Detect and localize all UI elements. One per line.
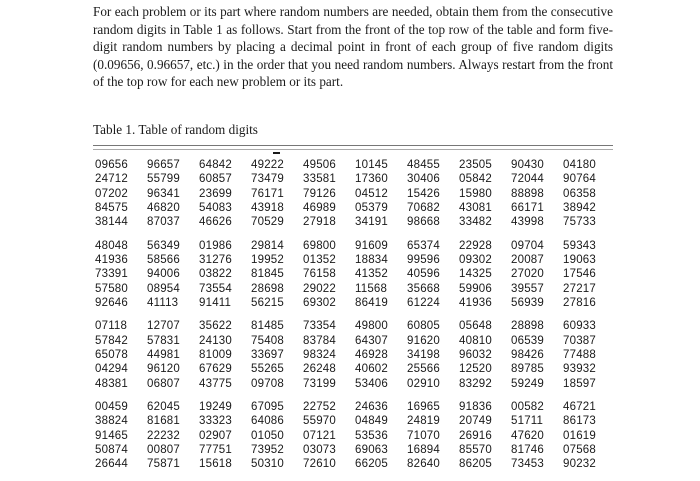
table-row	[95, 201, 615, 215]
digit-group: 41352	[355, 268, 388, 281]
digit-group: 30406	[407, 173, 440, 186]
digit-group: 56349	[147, 239, 180, 252]
digit-group: 15980	[459, 187, 492, 200]
digit-group: 12707	[147, 320, 180, 333]
digit-group: 41936	[459, 296, 492, 309]
digit-group: 01050	[251, 429, 284, 442]
digit-group: 69302	[303, 296, 336, 309]
digit-group: 01986	[199, 239, 232, 252]
digit-group: 60933	[563, 320, 596, 333]
table-row	[95, 296, 615, 310]
digit-group: 29022	[303, 282, 336, 295]
digit-group: 54083	[199, 201, 232, 214]
digit-group: 24819	[407, 415, 440, 428]
table-row	[95, 334, 615, 348]
digit-group: 55970	[303, 415, 336, 428]
digit-group: 91620	[407, 334, 440, 347]
digit-group: 62045	[147, 401, 180, 414]
digit-group: 12520	[459, 363, 492, 376]
digit-group: 61224	[407, 296, 440, 309]
digit-group: 11568	[355, 282, 388, 295]
digit-group: 43918	[251, 201, 284, 214]
digit-group: 09302	[459, 253, 492, 266]
digit-group: 59906	[459, 282, 492, 295]
digit-group: 70682	[407, 201, 440, 214]
digit-block	[95, 158, 615, 229]
digit-group: 35622	[199, 320, 232, 333]
digit-group: 27918	[303, 216, 336, 229]
digit-group: 10145	[355, 159, 388, 171]
digit-group: 82640	[407, 458, 440, 471]
digit-group: 02907	[199, 429, 232, 442]
digit-group: 77751	[199, 443, 232, 456]
digit-group: 25566	[407, 363, 440, 376]
digit-group: 16965	[407, 401, 440, 414]
digit-group: 46626	[199, 216, 232, 229]
digit-group: 59249	[511, 377, 544, 390]
digit-group: 88898	[511, 187, 544, 200]
digit-group: 17360	[355, 173, 388, 186]
digit-group: 23505	[459, 159, 492, 171]
digit-group: 75871	[147, 458, 180, 471]
digit-group: 18597	[563, 377, 596, 390]
digit-group: 23699	[199, 187, 232, 200]
digit-group: 41113	[147, 296, 179, 309]
digit-group: 96120	[147, 363, 180, 376]
digit-group: 76158	[303, 268, 336, 281]
digit-group: 20749	[459, 415, 492, 428]
digit-group: 49506	[303, 159, 336, 171]
digit-group: 56939	[511, 296, 544, 309]
digit-group: 98324	[303, 348, 336, 361]
digit-group: 26916	[459, 429, 492, 442]
digit-group: 89785	[511, 363, 544, 376]
digit-group: 98426	[511, 348, 544, 361]
digit-group: 75733	[563, 216, 596, 229]
digit-group: 46989	[303, 201, 336, 214]
digit-group: 03822	[199, 268, 232, 281]
digit-group: 07202	[95, 187, 128, 200]
table-row	[95, 377, 615, 391]
digit-group: 73391	[95, 268, 128, 281]
table-row	[95, 215, 615, 229]
digit-group: 27816	[563, 296, 596, 309]
digit-group: 04512	[355, 187, 388, 200]
digit-group: 60857	[199, 173, 232, 186]
digit-group: 01619	[563, 429, 596, 442]
digit-group: 91465	[95, 429, 128, 442]
digit-group: 69800	[303, 239, 336, 252]
digit-group: 43998	[511, 216, 544, 229]
digit-group: 70529	[251, 216, 284, 229]
digit-group: 09656	[95, 159, 128, 171]
digit-group: 65374	[407, 239, 440, 252]
digit-group: 55799	[147, 173, 180, 186]
digit-group: 41936	[95, 253, 128, 266]
digit-block	[95, 400, 615, 471]
table-row	[95, 348, 615, 362]
table-row	[95, 443, 615, 457]
digit-group: 90764	[563, 173, 596, 186]
digit-group: 86419	[355, 296, 388, 309]
digit-group: 96657	[147, 159, 180, 171]
digit-group: 31276	[199, 253, 232, 266]
digit-group: 27020	[511, 268, 544, 281]
digit-group: 18834	[355, 253, 388, 266]
digit-group: 44981	[147, 348, 180, 361]
digit-group: 19952	[251, 253, 284, 266]
table-row	[95, 414, 615, 428]
table-row	[95, 400, 615, 414]
digit-group: 64307	[355, 334, 388, 347]
digit-group: 24130	[199, 334, 232, 347]
digit-group: 92646	[95, 296, 128, 309]
digit-group: 40602	[355, 363, 388, 376]
digit-group: 26248	[303, 363, 336, 376]
digit-group: 22928	[459, 239, 492, 252]
digit-group: 48381	[95, 377, 128, 390]
digit-group: 20087	[511, 253, 544, 266]
table-row	[95, 319, 615, 333]
table-row	[95, 239, 615, 253]
digit-group: 73554	[199, 282, 232, 295]
digit-group: 33581	[303, 173, 336, 186]
digit-group: 02910	[407, 377, 440, 390]
digit-group: 34198	[407, 348, 440, 361]
digit-block	[95, 319, 615, 390]
digit-group: 07568	[563, 443, 596, 456]
digit-group: 73199	[303, 377, 336, 390]
digit-group: 57580	[95, 282, 128, 295]
digit-group: 33697	[251, 348, 284, 361]
digit-group: 26644	[95, 458, 128, 471]
digit-block	[95, 239, 615, 310]
digit-group: 04294	[95, 363, 128, 376]
digit-group: 87037	[147, 216, 180, 229]
table-row	[95, 187, 615, 201]
random-digits-table	[95, 158, 615, 481]
digit-group: 81746	[511, 443, 544, 456]
digit-group: 91836	[459, 401, 492, 414]
digit-group: 85570	[459, 443, 492, 456]
digit-group: 77488	[563, 348, 596, 361]
digit-group: 60805	[407, 320, 440, 333]
digit-group: 79126	[303, 187, 336, 200]
digit-group: 38824	[95, 415, 128, 428]
digit-group: 91411	[199, 296, 232, 309]
digit-group: 69063	[355, 443, 388, 456]
digit-group: 00582	[511, 401, 544, 414]
digit-group: 86173	[563, 415, 596, 428]
digit-group: 98668	[407, 216, 440, 229]
digit-group: 73354	[303, 320, 336, 333]
digit-group: 16894	[407, 443, 440, 456]
digit-group: 64086	[251, 415, 284, 428]
digit-group: 29814	[251, 239, 284, 252]
digit-group: 09708	[251, 377, 284, 390]
digit-group: 40810	[459, 334, 492, 347]
digit-group: 94006	[147, 268, 180, 281]
digit-group: 35668	[407, 282, 440, 295]
digit-group: 33323	[199, 415, 232, 428]
digit-group: 73453	[511, 458, 544, 471]
digit-group: 22752	[303, 401, 336, 414]
digit-group: 81681	[147, 415, 180, 428]
digit-group: 15426	[407, 187, 440, 200]
digit-group: 67095	[251, 401, 284, 414]
digit-group: 48048	[95, 239, 128, 252]
digit-group: 55265	[251, 363, 284, 376]
digit-group: 59343	[563, 239, 596, 252]
digit-group: 38144	[95, 216, 128, 229]
digit-group: 43081	[459, 201, 492, 214]
digit-group: 96032	[459, 348, 492, 361]
table-row	[95, 172, 615, 186]
digit-group: 57831	[147, 334, 180, 347]
header-dash-mark	[273, 152, 280, 154]
digit-group: 03073	[303, 443, 336, 456]
digit-group: 05648	[459, 320, 492, 333]
digit-group: 56215	[251, 296, 284, 309]
digit-group: 75408	[251, 334, 284, 347]
digit-group: 39557	[511, 282, 544, 295]
digit-group: 73952	[251, 443, 284, 456]
digit-group: 28898	[511, 320, 544, 333]
digit-group: 99596	[407, 253, 440, 266]
instructions-paragraph: For each problem or its part where random numbers are needed, obtain them from the consecutive random digits in Table 1 as follows. Start from the front of the top row of the table and form five-digit random numbers by placing a decimal point in front of each group of five random digits (0.09656, 0.96657, etc.) in the order that you need random numbers. Always restart from the front of the top row for each new problem or its part.	[93, 4, 613, 90]
digit-group: 83292	[459, 377, 492, 390]
digit-group: 43775	[199, 377, 232, 390]
digit-group: 70387	[563, 334, 596, 347]
digit-group: 66205	[355, 458, 388, 471]
digit-group: 90430	[511, 159, 544, 171]
digit-group: 24636	[355, 401, 388, 414]
table-title: Table 1. Table of random digits	[93, 122, 258, 137]
digit-group: 49800	[355, 320, 388, 333]
digit-group: 46820	[147, 201, 180, 214]
digit-group: 14325	[459, 268, 492, 281]
digit-group: 66171	[511, 201, 544, 214]
digit-group: 05842	[459, 173, 492, 186]
digit-group: 72044	[511, 173, 544, 186]
table-row	[95, 282, 615, 296]
digit-group: 46721	[563, 401, 596, 414]
digit-group: 34191	[355, 216, 388, 229]
table-row	[95, 267, 615, 281]
digit-group: 93932	[563, 363, 596, 376]
digit-group: 28698	[251, 282, 284, 295]
digit-group: 67629	[199, 363, 232, 376]
digit-group: 06807	[147, 377, 180, 390]
table-row	[95, 429, 615, 443]
digit-group: 90232	[563, 458, 596, 471]
digit-group: 57842	[95, 334, 128, 347]
digit-group: 50874	[95, 443, 128, 456]
digit-group: 46928	[355, 348, 388, 361]
digit-group: 51711	[511, 415, 544, 428]
digit-group: 71070	[407, 429, 440, 442]
digit-group: 81845	[251, 268, 284, 281]
digit-group: 01352	[303, 253, 336, 266]
digit-group: 00459	[95, 401, 128, 414]
digit-group: 38942	[563, 201, 596, 214]
digit-group: 04180	[563, 159, 596, 171]
digit-group: 48455	[407, 159, 440, 171]
digit-group: 58566	[147, 253, 180, 266]
digit-group: 06358	[563, 187, 596, 200]
digit-group: 47620	[511, 429, 544, 442]
table-row	[95, 158, 615, 172]
digit-group: 76171	[251, 187, 284, 200]
digit-group: 07121	[303, 429, 336, 442]
digit-group: 19249	[199, 401, 232, 414]
digit-group: 24712	[95, 173, 128, 186]
digit-group: 05379	[355, 201, 388, 214]
table-row	[95, 457, 615, 471]
digit-group: 96341	[147, 187, 180, 200]
table-header-rule	[93, 149, 613, 150]
digit-group: 64842	[199, 159, 232, 171]
digit-group: 09704	[511, 239, 544, 252]
digit-group: 27217	[563, 282, 596, 295]
digit-group: 04849	[355, 415, 388, 428]
digit-group: 19063	[563, 253, 596, 266]
digit-group: 81009	[199, 348, 232, 361]
digit-group: 73479	[251, 173, 284, 186]
digit-group: 40596	[407, 268, 440, 281]
digit-group: 49222	[251, 159, 284, 171]
digit-group: 50310	[251, 458, 284, 471]
digit-group: 07118	[95, 320, 128, 333]
digit-group: 53536	[355, 429, 388, 442]
table-row	[95, 253, 615, 267]
digit-group: 53406	[355, 377, 388, 390]
digit-group: 65078	[95, 348, 128, 361]
digit-group: 08954	[147, 282, 180, 295]
table-row	[95, 362, 615, 376]
digit-group: 83784	[303, 334, 336, 347]
digit-group: 72610	[303, 458, 336, 471]
digit-group: 22232	[147, 429, 180, 442]
digit-group: 81485	[251, 320, 284, 333]
digit-group: 17546	[563, 268, 596, 281]
digit-group: 06539	[511, 334, 544, 347]
table-top-rule	[93, 145, 613, 146]
digit-group: 33482	[459, 216, 492, 229]
digit-group: 91609	[355, 239, 388, 252]
digit-group: 86205	[459, 458, 492, 471]
digit-group: 00807	[147, 443, 180, 456]
digit-group: 15618	[199, 458, 232, 471]
digit-group: 84575	[95, 201, 128, 214]
